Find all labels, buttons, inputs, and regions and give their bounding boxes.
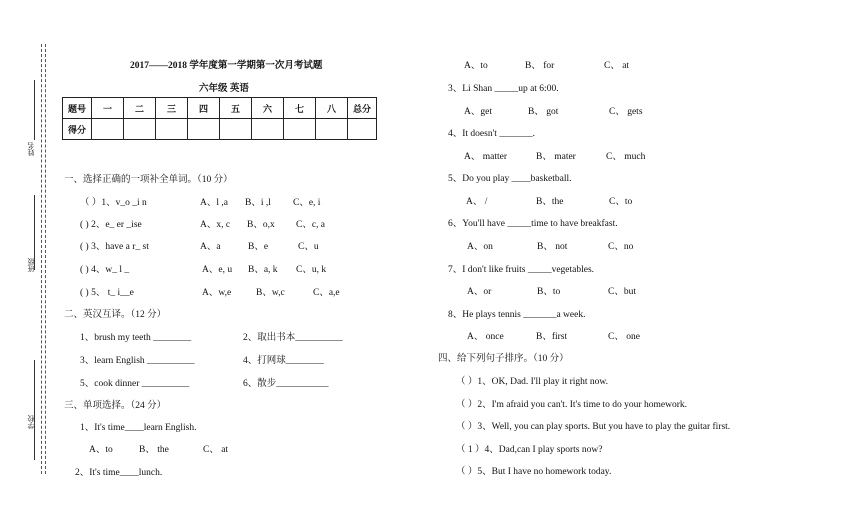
option-b: B、o,x — [247, 220, 275, 230]
question-stem: 3、Li Shan _____up at 6:00. — [448, 84, 559, 94]
name-label: 姓名 — [27, 142, 35, 156]
table-cell: 二 — [124, 98, 156, 119]
option-b: B、to — [537, 287, 561, 297]
table-cell: 总分 — [348, 98, 377, 119]
exam-title: 2017——2018 学年度第一学期第一次月考试题 — [130, 61, 323, 71]
score-table — [62, 97, 377, 140]
score-cell[interactable] — [92, 119, 124, 140]
option-a: A、 once — [467, 332, 504, 342]
option-a: A、get — [464, 107, 492, 117]
question-stem: ( ) 5、 t_ i__e — [80, 288, 134, 298]
option-c: C、but — [608, 287, 636, 297]
option-a: A、x, c — [200, 220, 231, 230]
score-cell[interactable] — [156, 119, 188, 140]
option-c: C、c, a — [296, 220, 326, 230]
option-a: A、on — [467, 242, 493, 252]
school-label: 学校 — [27, 415, 35, 429]
option-b: B、 not — [537, 242, 568, 252]
translation-item: 4、打网球________ — [243, 356, 324, 366]
score-cell[interactable] — [220, 119, 252, 140]
option-c: C、u — [298, 242, 319, 252]
table-cell: 四 — [188, 98, 220, 119]
ordering-item: （ ）1、OK, Dad. I'll play it right now. — [456, 377, 609, 387]
section1-heading: 一、选择正确的一项补全单词。（10 分） — [64, 175, 233, 185]
option-c: C、 one — [608, 332, 640, 342]
question-stem: 7、I don't like fruits _____vegetables. — [448, 265, 595, 275]
score-table-header-row — [63, 98, 377, 119]
question-stem: ( ) 2、e_ er _ise — [80, 220, 142, 230]
option-a: A、e, u — [202, 265, 233, 275]
score-table-score-row — [63, 119, 377, 140]
option-b: B、e — [248, 242, 269, 252]
option-a: A、 / — [466, 197, 488, 207]
section2-heading: 二、英汉互译。（12 分） — [64, 310, 167, 320]
ordering-item: （ ）2、I'm afraid you can't. It's time to do your homework. — [456, 400, 687, 410]
translation-item: 1、brush my teeth ________ — [80, 333, 192, 343]
ordering-item: （ ）5、But I have no homework today. — [456, 467, 612, 477]
option-a: A、 matter — [464, 152, 508, 162]
table-cell: 一 — [92, 98, 124, 119]
option-c: C、u, k — [296, 265, 327, 275]
section4-heading: 四、给下列句子排序。（10 分） — [438, 354, 569, 364]
question-stem: 1、It's time____learn English. — [80, 423, 197, 433]
score-cell[interactable] — [188, 119, 220, 140]
option-c: C、no — [608, 242, 634, 252]
binding-dashed-line — [45, 44, 46, 474]
score-cell[interactable] — [284, 119, 316, 140]
option-c: C、e, i — [293, 198, 321, 208]
question-stem: 8、He plays tennis _______a week. — [448, 310, 586, 320]
option-b: B、the — [536, 197, 564, 207]
score-cell[interactable] — [124, 119, 156, 140]
option-a: A、to — [464, 61, 488, 71]
section3-heading: 三、单项选择。（24 分） — [64, 401, 167, 411]
option-c: C、 at — [203, 445, 229, 455]
question-stem: 5、Do you play ____basketball. — [448, 174, 572, 184]
name-blank-line — [34, 80, 35, 140]
question-stem: ( ) 3、have a r_ st — [80, 242, 149, 252]
table-cell: 三 — [156, 98, 188, 119]
table-cell: 题号 — [63, 98, 92, 119]
translation-item: 5、cook dinner __________ — [80, 379, 190, 389]
option-b: B、a, k — [248, 265, 278, 275]
question-stem: ( ) 4、w_ l _ — [80, 265, 130, 275]
table-cell: 得分 — [63, 119, 92, 140]
question-stem: 4、It doesn't _______. — [448, 129, 535, 139]
option-b: B、 got — [528, 107, 559, 117]
option-b: B、 the — [139, 445, 169, 455]
table-cell: 六 — [252, 98, 284, 119]
option-c: C、 at — [604, 61, 630, 71]
option-a: A、w,e — [202, 288, 232, 298]
question-stem: 2、It's time____lunch. — [75, 468, 163, 478]
score-cell[interactable] — [252, 119, 284, 140]
table-cell: 七 — [284, 98, 316, 119]
option-c: C、to — [609, 197, 633, 207]
option-a: A、or — [467, 287, 492, 297]
translation-item: 6、散步___________ — [243, 379, 329, 389]
score-cell[interactable] — [348, 119, 377, 140]
class-label: 班级 — [27, 258, 35, 272]
score-cell[interactable] — [316, 119, 348, 140]
ordering-item: （ ）3、Well, you can play sports. But you have to play the guitar first. — [456, 422, 731, 432]
exam-subtitle: 六年级 英语 — [199, 84, 249, 94]
translation-item: 2、取出书本__________ — [243, 333, 343, 343]
option-b: B、i ,l — [245, 198, 271, 208]
question-stem: （ ）1、v_o _i n — [80, 198, 147, 208]
option-c: C、 gets — [609, 107, 643, 117]
table-cell: 五 — [220, 98, 252, 119]
option-b: B、 mater — [536, 152, 576, 162]
binding-dashed-line — [41, 44, 42, 474]
ordering-item: （ 1 ）4、Dad,can I play sports now? — [456, 445, 603, 455]
school-blank-line — [34, 360, 35, 460]
option-c: C、a,e — [313, 288, 340, 298]
option-b: B、 for — [525, 61, 555, 71]
question-stem: 6、You'll have _____time to have breakfast. — [448, 219, 618, 229]
table-cell: 八 — [316, 98, 348, 119]
option-b: B、first — [536, 332, 568, 342]
option-b: B、w,c — [256, 288, 285, 298]
option-a: A、l ,a — [200, 198, 228, 208]
translation-item: 3、learn English __________ — [80, 356, 195, 366]
option-a: A、a — [200, 242, 221, 252]
option-a: A、to — [89, 445, 113, 455]
option-c: C、 much — [606, 152, 646, 162]
